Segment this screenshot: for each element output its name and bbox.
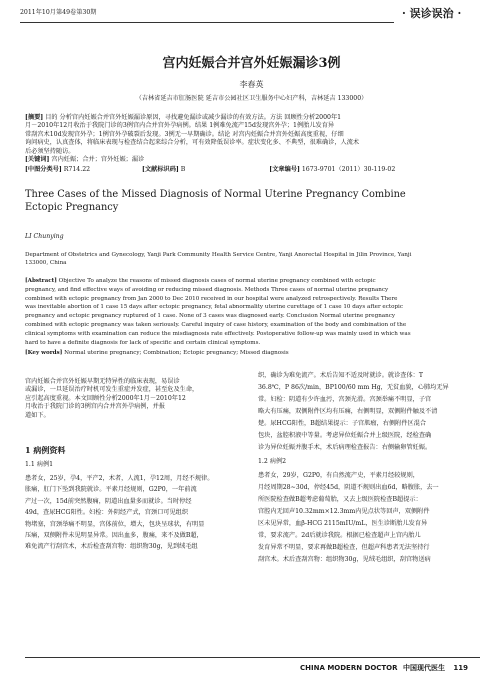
en-author: LI Chunying (25, 233, 64, 240)
section-label: · 误诊误治 · (402, 7, 462, 20)
case-title-2: 1.2 病例2 (258, 458, 287, 465)
en-abstract-label: [Abstract] (25, 278, 57, 284)
cn-abstract-label: [摘要] (25, 114, 44, 121)
case-title-1: 1.1 病例1 (25, 461, 54, 468)
cn-abstract: [摘要] 目的 分析宫内妊娠合并宫外妊娠漏诊原因，寻找避免漏诊或减少漏诊的有效方法。方法 回顾性分析2000年1 月－2010年12月收治于我院门诊的3例宫内合并宫外孕病例。结果 1例难免流产15d发现宫外孕；1例胎儿发育异 常刮宫术10d发现宫外孕；1例宫外孕破裂后发现。3例无一早期确诊。结论 对宫内妊娠合并宫外妊娠高度重视，仔细 询问病史，认真查体，将临床表现与检查结合起来综合分析，可有效降低误诊率。症状变化多、不典型，很难确诊，人流术 后必须坚持随访。 (25, 114, 360, 155)
case-2-text: 患者女，29岁，G2P0，有自然流产史，平素月经较规则， 月经周期28~30d，停经45d，阴道不规则出血6d，略腹胀，去一 所医院检查做B超考虑葡萄胎，又去上级医院检查B超提示： 宫腔内无回声10.32mm×12.3mm内见点状等回声，双侧附件 区未见异常，血β-HCG 2115mIU/mL，医生诊断胎儿发育异 常，要求流产。2d后就诊我院。根据已检查超声上宫内胎儿 发育异常不明显，要求再做B超检查，但超声科患者无法坚持行 刮宫术。术后查刮宫物：组织物30g，见绒毛组织，刮宫物送病 (258, 472, 439, 563)
cn-affiliation: （吉林省延吉市肛肠医院 延吉市公园社区卫生服务中心妇产科，吉林延吉 133000） (135, 95, 368, 102)
en-keywords: [Key words] Normal uterine pregnancy; Combination; Ectopic pregnancy; Missed diagnosis (25, 350, 289, 356)
body-right-top: 织，确诊为难免流产。术后告知不适及时就诊。就诊查体：T 36.8℃，P 86次/min，BP100/60 mm Hg，无贫血貌，心肺均无异 常。妇检：阴道有少许血污，宫颈光滑。宫颈举痛不明显，子宫 略大有压痛，双侧附件区均有压痛，右侧明显，双侧附件触及不清 楚。尿HCG阳性，B超结果提示：子宫肌瘤，右侧附件区混合 包块，盆腔积液中等量。考虑异位妊娠合并上级医院，经检查确 诊为异位妊娠并腹手术，术后病理检查报告：右侧输卵管妊娠。 (258, 372, 449, 451)
case-1-text: 患者女，25岁，孕4，平产2，术者，人流1，孕12周，月经不规律。 胀痛，肛门下坠到我院就诊。平素月经规则，G2P0，一年前流 产过一次，15d前突然腹痛，阴道出血量多而就诊。当时停经 49d，查尿HCG阳性。妇检：外阴经产式，宫颈口可见组织 物堵塞，宫颈举痛不明显，宫体前位，增大，包块呈球状，有明显 压痛，双侧附件未见明显异常。因出血多，腹痛，来不及做B超， 难免流产行刮宫术，术后检查刮宫物：组织物30g，见到绒毛组 (25, 475, 214, 551)
footer-journal: CHINA MODERN DOCTOR 中国现代医生 119 (300, 664, 469, 672)
cn-title: 宫内妊娠合并宫外妊娠漏诊3例 (162, 56, 341, 71)
page-number: 119 (453, 664, 469, 672)
en-title: Three Cases of the Missed Diagnosis of Normal Uterine Pregnancy Combine Ectopic Pregnancy (25, 189, 406, 213)
en-affiliation: Department of Obstetrics and Gynecology, Yanji Park Community Health Service Centre, Yanji Anorectal Hospital in Jilin Province, Yanji 133000, China (25, 252, 412, 266)
cn-author: 李春英 (239, 80, 264, 89)
cn-keywords: [关键词] 宫内妊娠；合并；宫外妊娠；漏诊 (25, 156, 145, 163)
en-abstract: [Abstract] Objective To analyze the reasons of missed diagnosis cases of normal uterine pregnancy combined with ectopic pregnancy, and find effective ways of avoiding or reducing missed diagnosis. Methods Three cases of normal uterine pregnancy combined with ectopic pregnancy from Jan 2000 to Dec 2010 received in our hospital were analyzed retrospectively. Results There was inevitable abortion of 1 case 15 days after ectopic pregnancy, fetal abnormality uterine curettage of 1 case 10 days after ectopic pregnancy and ectopic pregnancy ruptured of 1 case. None of 3 cases was diagnosed early. Conclusion Normal uterine pregnancy combined with ectopic pregnancy was taken seriously. Careful inquiry of case history, examination of the body and combination of the clinical symptoms with examination can reduce the misdiagnosis rate effectively. Postoperative follow-up was mainly used in which was hard to have a definite diagnosis for lack of specific and certain clinical symptoms. (25, 278, 411, 346)
header-rule (20, 22, 394, 23)
footer-rule (25, 657, 480, 658)
issue-info: 2011年10月第49卷第30期 (20, 9, 97, 16)
section-title-1: 1 病例资料 (25, 445, 66, 455)
cn-classification: [中图分类号] R714.22 [文献标识码] B [文章编号] 1673-9701（2011）30-119-02 (25, 166, 396, 173)
body-left-intro: 宫内妊娠合并宫外妊娠早期无特异性的临床表现，易误诊 或漏诊，一旦延误治疗时机可发生重症并发症，甚至危及生命， 应引起高度重视。本文回顾性分析2000年1月－2010年12 月收治于我院门诊的3例宫内合并宫外孕病例，并报 道如下。 (25, 378, 199, 419)
